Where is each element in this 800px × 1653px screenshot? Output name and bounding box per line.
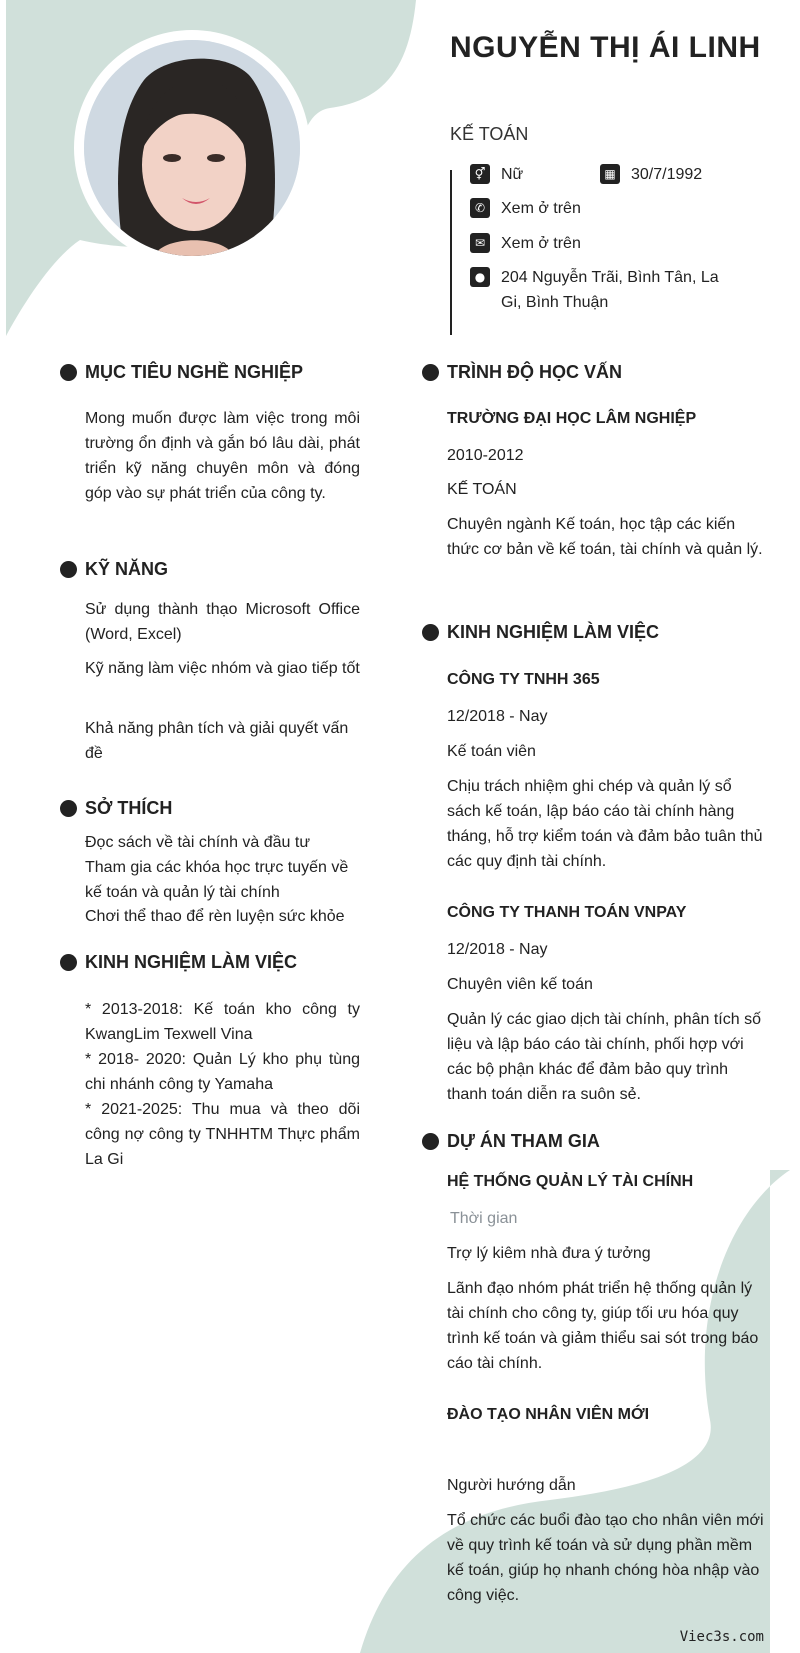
section-experience-left <box>60 952 297 973</box>
section-objective <box>60 362 303 383</box>
birthdate-value: 30/7/1992 <box>631 166 703 183</box>
address-row <box>470 265 740 315</box>
section-title: MỤC TIÊU NGHỀ NGHIỆP <box>85 362 304 382</box>
avatar <box>84 40 300 256</box>
email-icon: ✉ <box>470 233 490 253</box>
section-skills <box>60 559 168 580</box>
education-major: KẾ TOÁN <box>447 481 517 498</box>
project-role: Người hướng dẫn <box>447 1477 576 1494</box>
project-name: ĐÀO TẠO NHÂN VIÊN MỚI <box>447 1406 650 1423</box>
job-period: 12/2018 - Nay <box>447 708 548 725</box>
hobby-item: Chơi thể thao để rèn luyện sức khỏe <box>85 908 345 925</box>
company-name: CÔNG TY TNHH 365 <box>447 671 600 688</box>
phone-value: Xem ở trên <box>501 200 581 217</box>
bullet-dot-icon <box>422 624 439 641</box>
section-title: SỞ THÍCH <box>85 798 173 818</box>
project-name: HỆ THỐNG QUẢN LÝ TÀI CHÍNH <box>447 1173 694 1190</box>
experience-item: * 2018- 2020: Quản Lý kho phụ tùng chi nhánh công ty Yamaha <box>85 1051 360 1093</box>
section-projects <box>422 1131 600 1152</box>
section-hobbies <box>60 798 172 819</box>
bullet-dot-icon <box>60 954 77 971</box>
project-role: Trợ lý kiêm nhà đưa ý tưởng <box>447 1245 651 1262</box>
job-role: Chuyên viên kế toán <box>447 976 593 993</box>
section-title: DỰ ÁN THAM GIA <box>447 1131 600 1151</box>
school-name: TRƯỜNG ĐẠI HỌC LÂM NGHIỆP <box>447 410 697 427</box>
objective-text: Mong muốn được làm việc trong môi trường ổn định và gắn bó lâu dài, phát triển kỹ năng chuyên môn và đóng góp vào sự phát triển của công ty. <box>85 410 360 502</box>
phone-row <box>470 196 581 221</box>
job-role: Kế toán viên <box>447 743 536 760</box>
address-value: 204 Nguyễn Trãi, Bình Tân, La Gi, Bình Thuận <box>501 269 719 311</box>
section-title: KINH NGHIỆM LÀM VIỆC <box>447 622 660 642</box>
skill-item: Kỹ năng làm việc nhóm và giao tiếp tốt <box>85 660 360 677</box>
gender-value: Nữ <box>501 166 524 183</box>
bullet-dot-icon <box>60 800 77 817</box>
project-description: Tổ chức các buổi đào tạo cho nhân viên mới về quy trình kế toán và sử dụng phần mềm kế toán, giúp họ nhanh chóng hòa nhập vào công việc. <box>447 1512 764 1604</box>
birthdate-row <box>600 162 702 187</box>
gender-row <box>470 162 523 187</box>
section-experience-right <box>422 622 659 643</box>
bullet-dot-icon <box>422 1133 439 1150</box>
gender-icon: ⚥ <box>470 164 490 184</box>
experience-item: * 2021-2025: Thu mua và theo dõi công nợ công ty TNHHTM Thực phẩm La Gi <box>85 1101 360 1168</box>
education-period: 2010-2012 <box>447 447 524 464</box>
job-description: Quản lý các giao dịch tài chính, phân tích số liệu và lập báo cáo tài chính, phối hợp với các bộ phận khác để đảm bảo quy trình thanh toán diễn ra suôn sẻ. <box>447 1011 761 1103</box>
job-title: KẾ TOÁN <box>450 124 529 144</box>
bullet-dot-icon <box>422 364 439 381</box>
email-row <box>470 231 581 256</box>
hobby-item: Đọc sách về tài chính và đầu tư <box>85 834 311 851</box>
section-education <box>422 362 622 383</box>
job-period: 12/2018 - Nay <box>447 941 548 958</box>
experience-item: * 2013-2018: Kế toán kho công ty KwangLim Texwell Vina <box>85 1001 360 1043</box>
section-title: TRÌNH ĐỘ HỌC VẤN <box>447 362 622 382</box>
bullet-dot-icon <box>60 364 77 381</box>
education-description: Chuyên ngành Kế toán, học tập các kiến thức cơ bản về kế toán, tài chính và quản lý. <box>447 516 763 558</box>
skill-item: Khả năng phân tích và giải quyết vấn đề <box>85 720 349 762</box>
skill-item: Sử dụng thành thạo Microsoft Office (Word, Excel) <box>85 601 360 643</box>
section-title: KINH NGHIỆM LÀM VIỆC <box>85 952 298 972</box>
section-title: KỸ NĂNG <box>85 559 169 579</box>
bullet-dot-icon <box>60 561 77 578</box>
email-value: Xem ở trên <box>501 235 581 252</box>
job-description: Chịu trách nhiệm ghi chép và quản lý sổ sách kế toán, lập báo cáo tài chính hàng tháng, hỗ trợ kiểm toán và đảm bảo tuân thủ các quy định tài chính. <box>447 778 763 870</box>
candidate-name: NGUYỄN THỊ ÁI LINH <box>450 31 761 64</box>
contact-info <box>450 166 782 335</box>
company-name: CÔNG TY THANH TOÁN VNPAY <box>447 904 687 921</box>
location-icon: ● <box>470 267 490 287</box>
watermark: Viec3s.com <box>679 1629 764 1645</box>
calendar-icon: ▦ <box>600 164 620 184</box>
hobby-item: Tham gia các khóa học trực tuyến về kế toán và quản lý tài chính <box>85 859 349 901</box>
phone-icon: ✆ <box>470 198 490 218</box>
project-description: Lãnh đạo nhóm phát triển hệ thống quản lý tài chính cho công ty, giúp tối ưu hóa quy trình kế toán và giảm thiểu sai sót trong báo cáo tài chính. <box>447 1280 759 1372</box>
project-time: Thời gian <box>450 1210 518 1227</box>
